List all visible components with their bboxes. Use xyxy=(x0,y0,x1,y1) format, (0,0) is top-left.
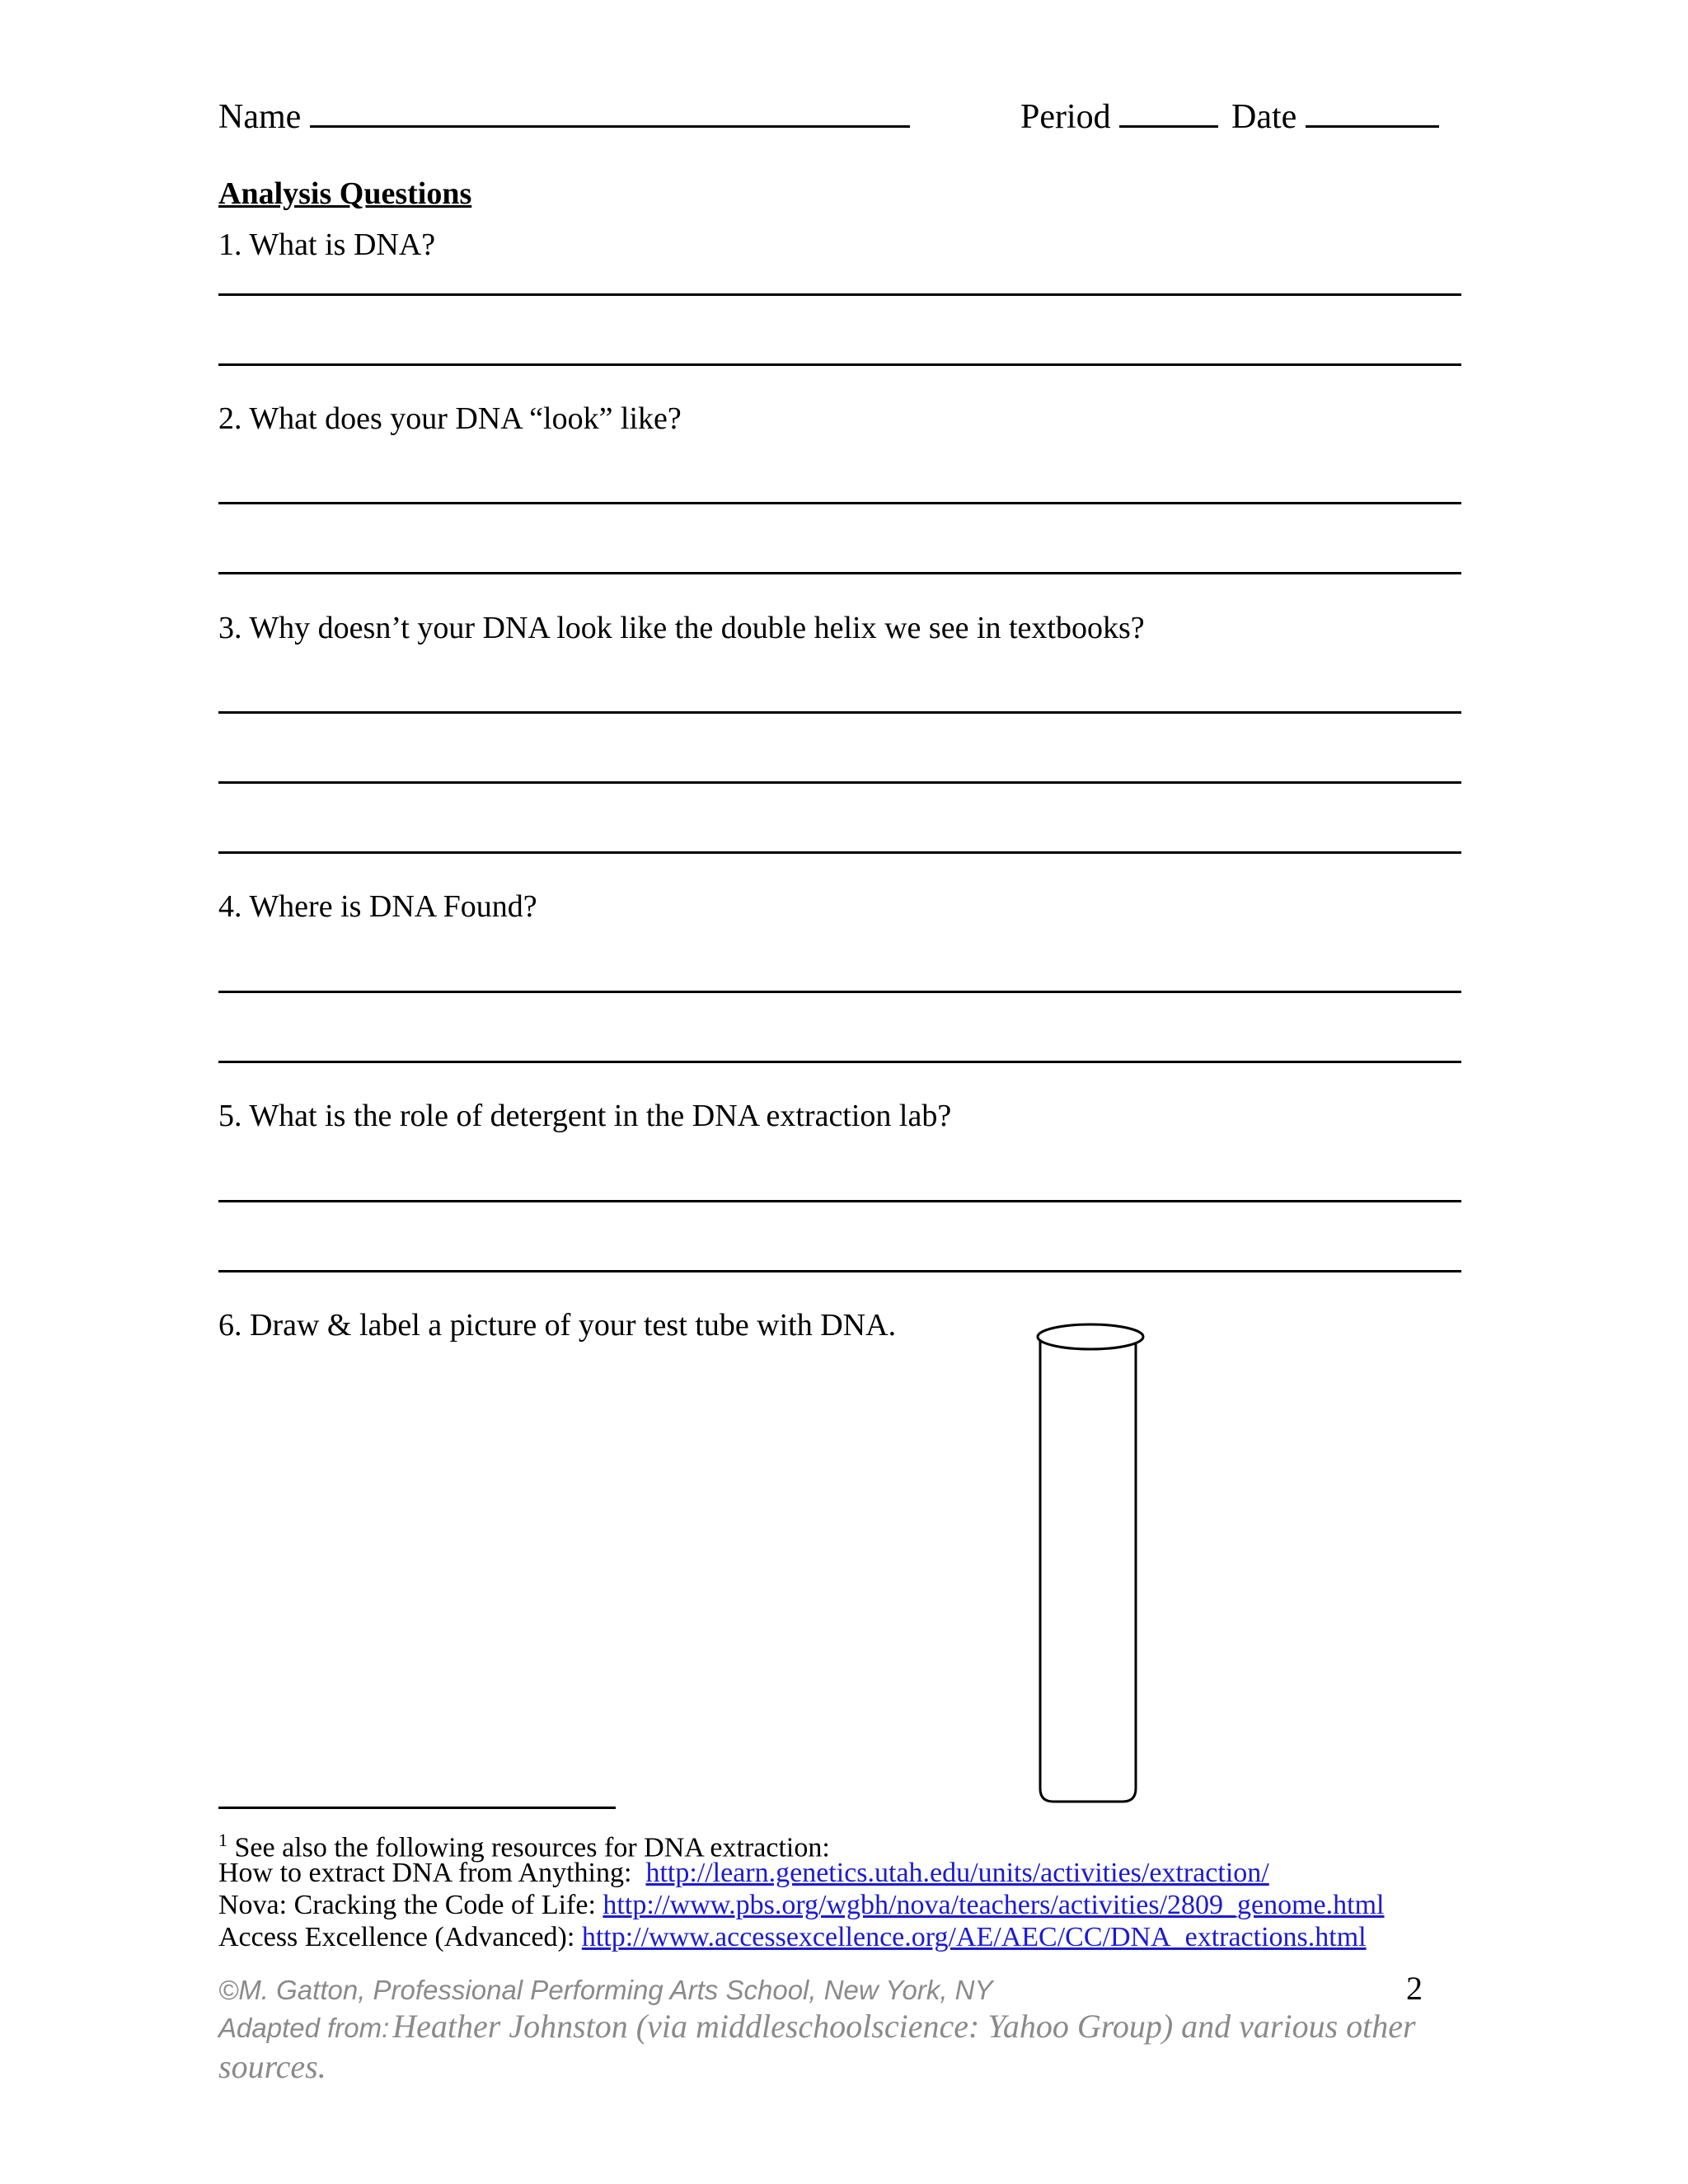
answer-line-3a[interactable] xyxy=(218,711,1461,714)
resource-row-1 xyxy=(218,1857,1269,1889)
page-number: 2 xyxy=(1406,1970,1423,2007)
question-3: 3. Why doesn’t your DNA look like the double helix we see in textbooks? xyxy=(218,611,1145,645)
footnote-separator xyxy=(218,1807,616,1809)
answer-line-4b[interactable] xyxy=(218,1061,1461,1063)
name-blank[interactable] xyxy=(310,97,910,128)
answer-line-4a[interactable] xyxy=(218,991,1461,993)
footnote-intro: See also the following resources for DNA extraction: xyxy=(234,1832,830,1863)
answer-line-2b[interactable] xyxy=(218,572,1461,574)
resource-label-1: How to extract DNA from Anything: xyxy=(218,1858,632,1888)
answer-line-3c[interactable] xyxy=(218,851,1461,854)
period-field[interactable] xyxy=(1020,97,1218,137)
section-title: Analysis Questions xyxy=(218,176,472,211)
date-field[interactable] xyxy=(1231,97,1439,137)
period-blank[interactable] xyxy=(1119,97,1218,128)
adapted-line xyxy=(218,2008,1416,2053)
test-tube-rim xyxy=(1038,1324,1143,1349)
resource-link-1[interactable]: http://learn.genetics.utah.edu/units/activities/extraction/ xyxy=(645,1858,1269,1888)
question-2: 2. What does your DNA “look” like? xyxy=(218,401,682,436)
test-tube-body xyxy=(1040,1337,1136,1802)
question-6: 6. Draw & label a picture of your test tube with DNA. xyxy=(218,1308,897,1343)
answer-line-5a[interactable] xyxy=(218,1200,1461,1202)
date-blank[interactable] xyxy=(1306,97,1439,128)
resource-row-2 xyxy=(218,1889,1385,1921)
footnote-marker: 1 xyxy=(218,1830,227,1850)
adapted-prefix: Adapted from: xyxy=(218,2013,390,2043)
answer-line-2a[interactable] xyxy=(218,502,1461,504)
answer-line-1b[interactable] xyxy=(218,363,1461,366)
answer-line-5b[interactable] xyxy=(218,1270,1461,1272)
resource-link-2[interactable]: http://www.pbs.org/wgbh/nova/teachers/activities/2809_genome.html xyxy=(603,1890,1385,1920)
answer-line-1a[interactable] xyxy=(218,293,1461,296)
resource-label-3: Access Excellence (Advanced): xyxy=(218,1922,575,1952)
period-label: Period xyxy=(1020,98,1111,136)
name-field[interactable] xyxy=(218,97,910,137)
adapted-source: Heather Johnston (via middleschoolscience: Yahoo Group) and various other xyxy=(392,2008,1416,2045)
copyright-text: ©M. Gatton, Professional Performing Arts School, New York, NY xyxy=(218,1975,993,2005)
question-5: 5. What is the role of detergent in the DNA extraction lab? xyxy=(218,1099,952,1133)
question-1: 1. What is DNA? xyxy=(218,227,436,262)
test-tube-drawing[interactable] xyxy=(1030,1319,1146,1807)
resource-row-3 xyxy=(218,1921,1367,1953)
question-4: 4. Where is DNA Found? xyxy=(218,889,537,924)
adapted-source-cont: sources. xyxy=(218,2048,326,2085)
resource-label-2: Nova: Cracking the Code of Life: xyxy=(218,1890,596,1920)
date-label: Date xyxy=(1231,98,1297,136)
answer-line-3b[interactable] xyxy=(218,781,1461,784)
resource-link-3[interactable]: http://www.accessexcellence.org/AE/AEC/CC/DNA_extractions.html xyxy=(581,1922,1367,1952)
name-label: Name xyxy=(218,98,302,136)
